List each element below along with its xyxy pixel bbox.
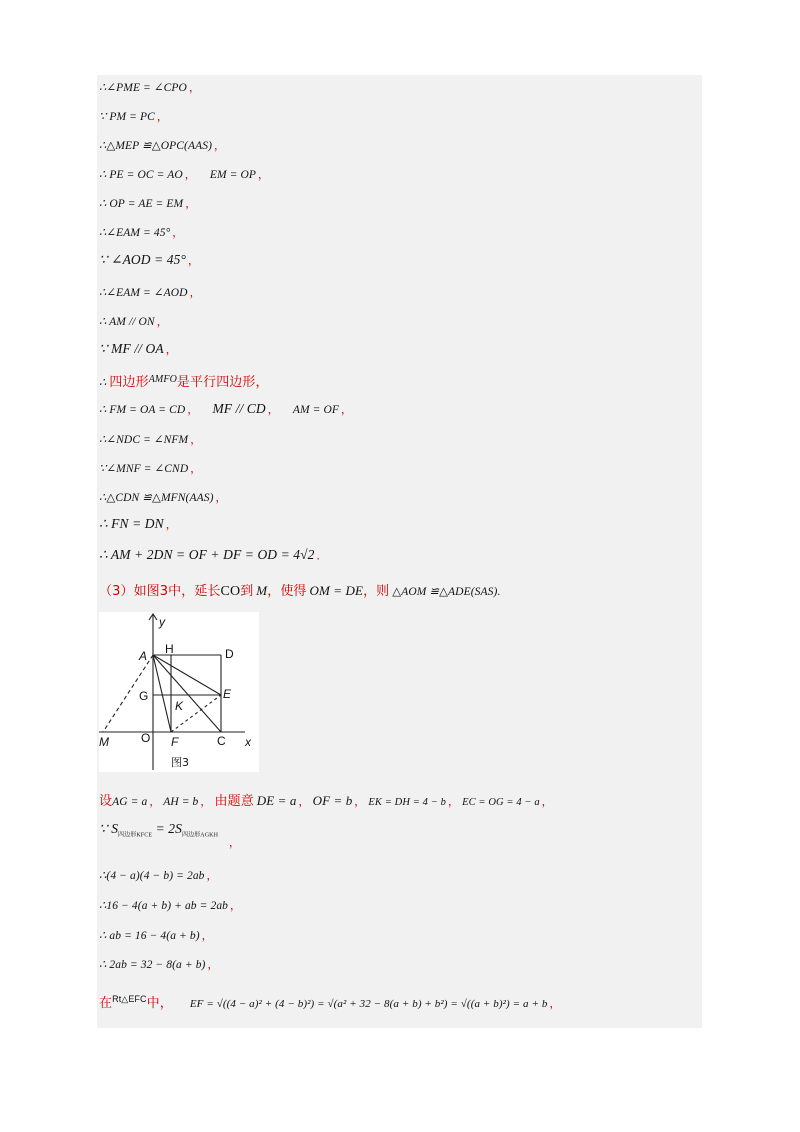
fig-label-m: M	[99, 735, 109, 749]
proof-line-5: ∴ OP = AE = EM ，	[99, 198, 197, 210]
fig-label-c: C	[217, 734, 226, 748]
proof-line-15: ∴△CDN ≌△MFN(AAS) ，	[99, 492, 227, 504]
fig-label-h: H	[165, 642, 174, 656]
proof-line-9: ∴ AM // ON ，	[99, 316, 168, 328]
proof-line-2: ∵ PM = PC ，	[99, 111, 169, 123]
proof-line-16: ∴ FN = DN ，	[99, 516, 177, 531]
fig-label-f: F	[171, 735, 179, 749]
proof-line-10: ∵ MF // OA ，	[99, 341, 177, 356]
fig-caption: 图3	[171, 756, 189, 769]
fig-label-a: A	[139, 649, 148, 663]
proof-line-7: ∵ ∠AOD = 45° ，	[99, 252, 200, 267]
setup-line: 设AG = a ， AH = b ， 由题意 DE = a ， OF = b ， EK = DH = 4 − b ， EC = OG = 4 − a ，	[99, 793, 553, 809]
fig-label-k: K	[175, 699, 184, 713]
proof-line-4: ∴ PE = OC = AO ， EM = OP ，	[99, 169, 270, 181]
step-line-3: ∴ ab = 16 − 4(a + b) ，	[99, 930, 213, 942]
area-line: ∵ $S_{四边形KFCE} = 2S_{四边形AGKH}$ ，	[99, 821, 241, 849]
part3-line: （3）如图3中，延长CO到 M，使得 OM = DE，则 △AOM ≌△ADE(SAS).	[99, 583, 501, 599]
step-line-4: ∴ 2ab = 32 − 8(a + b) ，	[99, 959, 219, 971]
proof-line-12: ∴ FM = OA = CD ， MF // CD ， AM = OF ，	[99, 401, 353, 416]
fig-label-d: D	[225, 647, 234, 661]
proof-line-14: ∵∠MNF = ∠CND ，	[99, 463, 202, 475]
proof-line-13: ∴∠NDC = ∠NFM ，	[99, 434, 202, 446]
fig-label-x: x	[245, 735, 251, 749]
fig-label-y: y	[159, 615, 165, 629]
geometry-diagram	[99, 612, 259, 772]
fig-label-e: E	[223, 687, 232, 701]
proof-line-17: ∴ AM + 2DN = OF + DF = OD = 4√2 ．	[99, 547, 328, 562]
proof-line-11: ∴ 四边形AMFO是平行四边形，	[99, 374, 269, 390]
step-line-2: ∴16 − 4(a + b) + ab = 2ab ，	[99, 900, 242, 912]
fig-label-o: O	[141, 731, 151, 745]
final-line: 在$^{Rt\triangle EFC}$中， EF = √((4 − a)² + (4 − b)²) = √(a² + 32 − 8(a + b) + b²) = √((a + b)²) = a + b ，	[99, 994, 561, 1011]
proof-line-8: ∴∠EAM = ∠AOD ，	[99, 287, 201, 299]
proof-line-3: ∴△MEP ≌△OPC(AAS) ，	[99, 140, 226, 152]
step-line-1: ∴(4 − a)(4 − b) = 2ab ，	[99, 870, 218, 882]
figure-3	[99, 612, 259, 772]
fig-label-g: G	[139, 689, 149, 703]
proof-line-6: ∴∠EAM = 45° ，	[99, 227, 184, 239]
proof-line-1: ∴∠PME = ∠CPO ，	[99, 82, 201, 94]
